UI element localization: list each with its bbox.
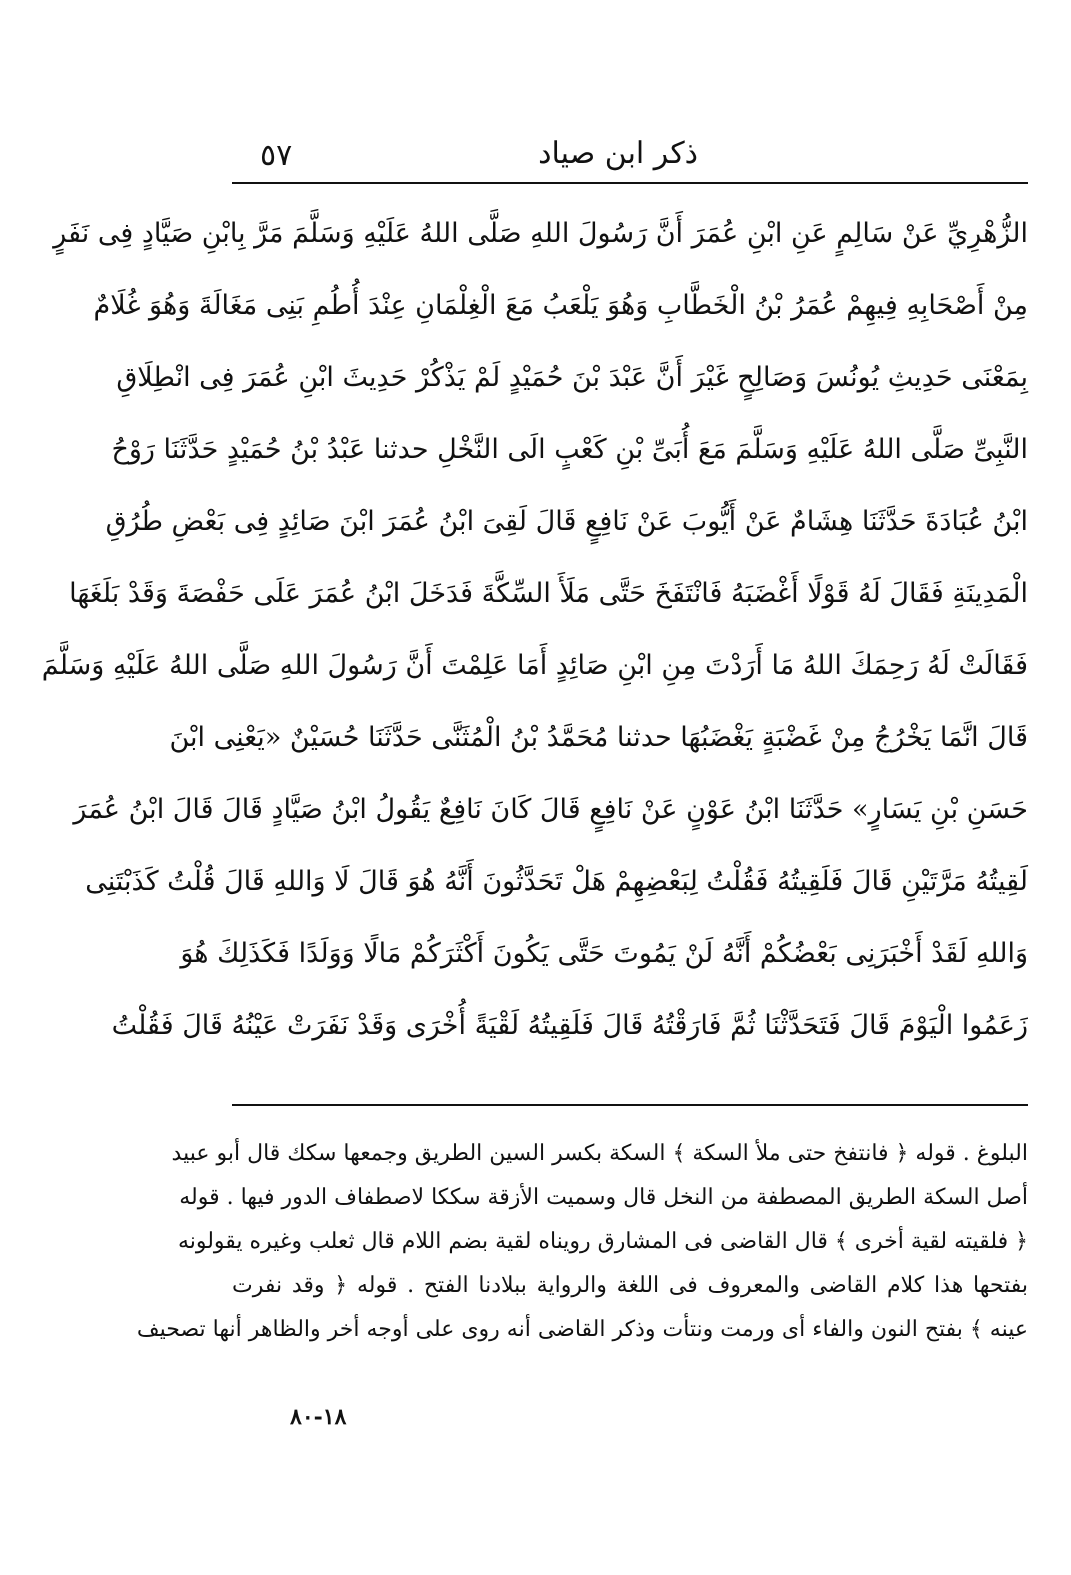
text-line: وَاللهِ لَقَدْ أَخْبَرَنِى بَعْضُكُمْ أَنَّهُ لَنْ يَمُوتَ حَتَّى يَكُونَ أَكْثَرَكُمْ مَالًا وَوَلَدًا فَكَذَلِكَ هُوَ [180,938,1028,969]
text-line: ابْنُ عُبَادَةَ حَدَّثَنَا هِشَامٌ عَنْ أَيُّوبَ عَنْ نَافِعٍ قَالَ لَقِىَ ابْنُ عُمَرَ ابْنَ صَائِدٍ فِى بَعْضِ طُرُقِ [105,506,1028,537]
header-rule [232,182,1028,184]
text-line: حَسَنِ بْنِ يَسَارٍ» حَدَّثَنَا ابْنُ عَوْنٍ عَنْ نَافِعٍ قَالَ كَانَ نَافِعٌ يَقُولُ ابْنُ صَيَّادٍ قَالَ قَالَ ابْنُ عُمَرَ [73,794,1028,825]
footnote-rule [232,1104,1028,1106]
footnote-line: البلوغ . قوله ﴿ فانتفخ حتى ملأ السكة ﴾ السكة بكسر السين الطريق وجمعها سكك قال أبو عبيد [171,1141,1028,1166]
text-line: النَّبِىِّ صَلَّى اللهُ عَلَيْهِ وَسَلَّمَ مَعَ أُبَىِّ بْنِ كَعْبٍ الَى النَّخْلِ حدثنا عَبْدُ بْنُ حُمَيْدٍ حَدَّثَنَا رَوْحُ [111,434,1028,465]
footnote-line: بفتحها هذا كلام القاضى والمعروف فى اللغة والرواية ببلادنا الفتح . قوله ﴿ وقد نفرت [232,1273,1028,1298]
page-number: ٥٧ [260,138,293,173]
footnote-line: أصل السكة الطريق المصطفة من النخل قال وسميت الأزقة سككا لاصطفاف الدور فيها . قوله [179,1185,1028,1210]
footnote-line: ﴿ فلقيته لقية أخرى ﴾ قال القاضى فى المشارق رويناه لقية بضم اللام قال ثعلب وغيره يقولونه [177,1229,1028,1254]
page-header [232,128,1028,184]
printer-signature: ١٨-٨٠ [290,1404,347,1430]
text-line: مِنْ أَصْحَابِهِ فِيهِمْ عُمَرُ بْنُ الْخَطَّابِ وَهُوَ يَلْعَبُ مَعَ الْغِلْمَانِ عِنْدَ أُطُمِ بَنِى مَغَالَةَ وَهُوَ غُلَامٌ [93,290,1028,321]
text-line: بِمَعْنَى حَدِيثِ يُونُسَ وَصَالِحٍ غَيْرَ أَنَّ عَبْدَ بْنَ حُمَيْدٍ لَمْ يَذْكُرْ حَدِيثَ ابْنِ عُمَرَ فِى انْطِلَاقِ [116,362,1028,393]
text-line: الزُّهْرِيِّ عَنْ سَالِمٍ عَنِ ابْنِ عُمَرَ أَنَّ رَسُولَ اللهِ صَلَّى اللهُ عَلَيْهِ وَسَلَّمَ مَرَّ بِابْنِ صَيَّادٍ فِى نَفَرٍ [53,218,1028,249]
text-line: فَقَالَتْ لَهُ رَحِمَكَ اللهُ مَا أَرَدْتَ مِنِ ابْنِ صَائِدٍ أَمَا عَلِمْتَ أَنَّ رَسُولَ اللهِ صَلَّى اللهُ عَلَيْهِ وَسَلَّمَ [41,650,1028,681]
text-line: قَالَ انَّمَا يَخْرُجُ مِنْ غَضْبَةٍ يَغْضَبُهَا حدثنا مُحَمَّدُ بْنُ الْمُثَنَّى حَدَّثَنَا حُسَيْنٌ «يَعْنِى ابْنَ [169,722,1028,753]
text-line: لَقِيتُهُ مَرَّتَيْنِ قَالَ فَلَقِيتُهُ فَقُلْتُ لِبَعْضِهِمْ هَلْ تَحَدَّثُونَ أَنَّهُ هُوَ قَالَ لَا وَاللهِ قَالَ قُلْتُ كَذَبْتَنِى [85,866,1028,897]
text-line: زَعَمُوا الْيَوْمَ قَالَ فَتَحَدَّثْنَا ثُمَّ فَارَقْتُهُ قَالَ فَلَقِيتُهُ لَقْيَةً أُخْرَى وَقَدْ نَفَرَتْ عَيْنُهُ قَالَ فَقُلْتُ [111,1010,1028,1041]
footnotes [136,1132,1028,1352]
main-text [41,198,1028,1062]
running-title: ذكر ابن صياد [538,136,698,171]
text-line: الْمَدِينَةِ فَقَالَ لَهُ قَوْلًا أَغْضَبَهُ فَانْتَفَخَ حَتَّى مَلَأَ السِّكَّةَ فَدَخَلَ ابْنُ عُمَرَ عَلَى حَفْصَةَ وَقَدْ بَلَغَهَا [69,578,1028,609]
footnote-line: عينه ﴾ بفتح النون والفاء أى ورمت ونتأت وذكر القاضى أنه روى على أوجه أخر والظاهر أنها تصحيف [136,1317,1028,1342]
